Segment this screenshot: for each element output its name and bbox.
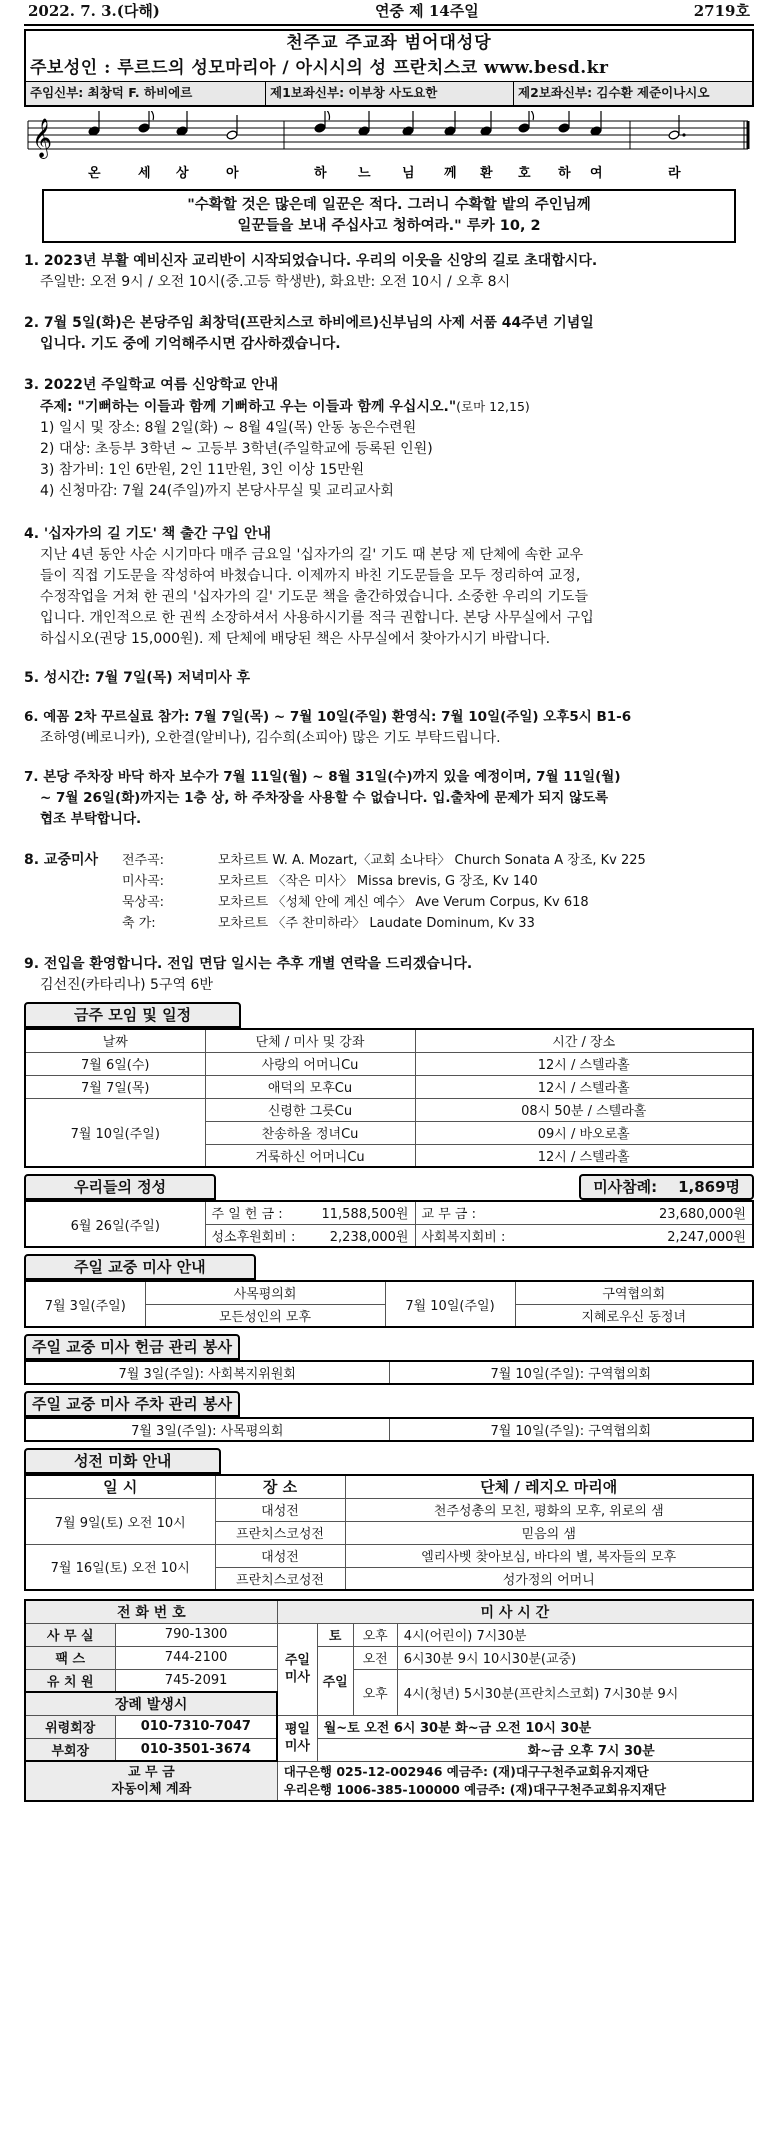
sunday-evening-mass: 4시(청년) 5시30분(프란치스코회) 7시30분 9시 <box>397 1669 753 1715</box>
notice-6 <box>24 707 754 749</box>
music-note <box>314 123 326 133</box>
contact-mass-table: 전 화 번 호 미 사 시 간 사 무 실 790-1300 주일 미사 토 오후 4시(어린이) 7시30분 팩 스 744-2100 주일 오전 6시30분 9시 10시30분(교중) 유 치 원 745-2091 오후 4시(청년) 5시30분(프란치스코회) 7시30분 9시 장례 발생시 위령회장 010-7310-7047 평일 미사 월~토 오전 6시 30분 화~금 오전 10시 30분 부회장 010-3501-3674 화~금 오후 7시 30분 교 무 금 자동이체 계좌 대구은행 025-12-002946 예금주: (재)대구구천주교회유지재단 우리은행 1006-385-100000 예금주: (재)대구구천주교회유지재단 <box>24 1599 754 1802</box>
parking-table <box>24 1417 754 1442</box>
attendance-box: 미사참례: 1,869명 <box>579 1174 754 1200</box>
notice-2 <box>24 313 754 355</box>
mass-times-header: 미 사 시 간 <box>277 1600 753 1623</box>
note-flag <box>325 111 330 120</box>
offering-table <box>24 1200 754 1248</box>
kindergarten-phone: 745-2091 <box>115 1669 277 1692</box>
notice-4-line-3: 수정작업을 거쳐 한 권의 '십자가의 길' 기도문 책을 출간하였습니다. 소중한 우리의 기도들 <box>40 589 588 605</box>
mass-music-prelude: 전주곡: 모차르트 W. A. Mozart,〈교회 소나타〉 Church Sonata A 장조, Kv 225 <box>122 853 646 868</box>
notice-6-title: 6. 예꼼 2차 꾸르실료 참가: 7월 7일(목) ~ 7월 10일(주일) 환영식: 7월 10일(주일) 오후5시 B1-6 <box>24 709 632 725</box>
table-row: 7월 9일(토) 오전 10시 대성전 천주성총의 모친, 평화의 모후, 위로의 샘 <box>25 1498 753 1521</box>
lyric-syllable: 세 <box>138 166 151 181</box>
parish-title: 천주교 주교좌 범어대성당 <box>286 33 492 53</box>
scripture-quote <box>42 189 736 243</box>
notice-4-line-2: 들이 직접 기도문을 작성하여 바쳤습니다. 이제까지 바친 기도문들을 모두 정리하여 교정, <box>40 568 581 584</box>
lyric-syllable: 하 <box>314 166 327 181</box>
funeral-header: 장례 발생시 <box>25 1692 277 1715</box>
tithe-amount: 23,680,000원 <box>515 1201 753 1224</box>
note-flag <box>529 111 534 120</box>
table-row: 성소후원회비 : 2,238,000원 사회복지회비 : 2,247,000원 <box>25 1224 753 1247</box>
table-row: 프란치스코성전 믿음의 샘 <box>25 1521 753 1544</box>
notice-9-title: 9. 전입을 환영합니다. 전입 면담 일시는 추후 개별 연락을 드리겠습니다. <box>24 956 473 972</box>
table-row: 7월 6일(수) 사랑의 어머니Cu 12시 / 스텔라홀 <box>25 1052 753 1075</box>
mass-guide-section <box>24 1254 754 1328</box>
pastor: 주임신부: 최창덕 F. 하비에르 <box>26 82 266 105</box>
notice-3-title: 3. 2022년 주일학교 여름 신앙학교 안내 <box>24 377 279 393</box>
lyric-syllable: 께 <box>444 166 457 181</box>
music-note <box>138 123 150 133</box>
notice-4-title: 4. '십자가의 길 기도' 책 출간 구입 안내 <box>24 526 272 542</box>
notice-2-title-2: 입니다. 기도 중에 기억해주시면 감사하겠습니다. <box>40 336 341 352</box>
notice-8 <box>24 850 754 934</box>
notice-5-title: 5. 성시간: 7월 7일(목) 저녁미사 후 <box>24 670 251 686</box>
welfare-fund: 2,247,000원 <box>515 1224 753 1247</box>
sunday-offering: 11,588,500원 <box>305 1201 415 1224</box>
masthead <box>24 29 754 107</box>
beautification-section <box>24 1448 754 1591</box>
notice-4-line-5: 하십시오(권당 15,000원). 제 단체에 배당된 책은 사무실에서 찾아가시기 바랍니다. <box>40 631 551 647</box>
notice-1-title: 1. 2023년 부활 예비신자 교리반이 시작되었습니다. 우리의 이웃을 신앙의 길로 초대합시다. <box>24 253 598 269</box>
notice-3 <box>24 375 754 502</box>
table-row: 거룩하신 어머니Cu 12시 / 스텔라홀 <box>25 1144 753 1167</box>
table-row: 프란치스코성전 성가정의 어머니 <box>25 1567 753 1590</box>
music-note <box>518 123 530 133</box>
note-flag <box>149 111 154 120</box>
notice-4-line-1: 지난 4년 동안 사순 시기마다 매주 금요일 '십자가의 길' 기도 때 본당 제 단체에 속한 교우 <box>40 547 584 563</box>
col-time: 시간 / 장소 <box>415 1029 753 1052</box>
offering-date: 6월 26일(주일) <box>25 1201 205 1247</box>
funeral-vice-phone: 010-3501-3674 <box>115 1738 277 1761</box>
assistant-priest-1: 제1보좌신부: 이부창 사도요한 <box>266 82 514 105</box>
funeral-chair-phone: 010-7310-7047 <box>115 1715 277 1738</box>
fee-account-label: 교 무 금 자동이체 계좌 <box>25 1761 277 1801</box>
lyric-syllable: 여 <box>590 166 603 181</box>
bank-account-1: 대구은행 025-12-002946 예금주: (재)대구구천주교회유지재단 <box>283 1763 649 1779</box>
sunday-morning-mass: 6시30분 9시 10시30분(교중) <box>397 1646 753 1669</box>
lyric-syllable: 온 <box>88 166 101 181</box>
table-row: 7월 3일(주일): 사목평의회 7월 10일(주일): 구역협의회 <box>25 1418 753 1441</box>
attendance-count: 1,869명 <box>678 1178 740 1196</box>
notice-3-line-2: 2) 대상: 초등부 3학년 ~ 고등부 3학년(주일학교에 등록된 인원) <box>40 441 433 457</box>
lyric-syllable: 상 <box>176 166 189 181</box>
mass-music-meditation: 묵상곡: 모차르트 〈성체 안에 계신 예수〉 Ave Verum Corpus, Kv 618 <box>122 895 589 910</box>
mass-music-list <box>122 850 646 934</box>
notice-7 <box>24 767 754 830</box>
weekly-schedule-section <box>24 1002 754 1168</box>
music-staff <box>24 111 754 185</box>
lyric-syllable: 느 <box>358 166 371 181</box>
top-line <box>24 0 754 26</box>
note-dot <box>682 133 685 136</box>
table-row: 모든성인의 모후 지혜로우신 동정녀 <box>25 1304 753 1327</box>
table-row: 6월 26일(주일) 주 일 헌 금 : 11,588,500원 교 무 금 : 23,680,000원 <box>25 1201 753 1224</box>
office-phone: 790-1300 <box>115 1623 277 1646</box>
mass-guide-label: 주일 교중 미사 안내 <box>24 1254 256 1280</box>
notice-9-body: 김선진(카타리나) 5구역 6반 <box>40 977 213 993</box>
bank-accounts <box>277 1761 753 1801</box>
clergy-line <box>26 81 752 105</box>
beautification-table: 일 시 장 소 단체 / 레지오 마리애 7월 9일(토) 오전 10시 대성전 천주성총의 모친, 평화의 모후, 위로의 샘 프란치스코성전 믿음의 샘 7월 16일(토) 오전 10시 대성전 엘리사벳 찾아보심, 바다의 별, 복자들의 모후 프란치스코성전 성가정의 어머니 <box>24 1474 754 1591</box>
staff-notation <box>24 111 754 185</box>
notice-3-theme: 주제: "기뻐하는 이들과 함께 기뻐하고 우는 이들과 함께 우십시오."(로마 12,15) <box>40 399 530 415</box>
music-note <box>558 123 570 133</box>
col-group: 단체 / 미사 및 강좌 <box>205 1029 415 1052</box>
table-row: 7월 16일(토) 오전 10시 대성전 엘리사벳 찾아보심, 바다의 별, 복자들의 모후 <box>25 1544 753 1567</box>
weekly-schedule-label: 금주 모임 및 일정 <box>24 1002 241 1028</box>
quote-line-2: 일꾼들을 보내 주십사고 청하여라." 루카 10, 2 <box>237 218 541 234</box>
mass-guide-table <box>24 1280 754 1328</box>
patron-line: 주보성인 : 루르드의 성모마리아 / 아시시의 성 프란치스코 www.besd.kr <box>30 58 609 78</box>
quote-line-1: "수확할 것은 많은데 일꾼은 적다. 그러니 수확할 밭의 주인님께 <box>187 197 591 213</box>
table-row: 7월 3일(주일) 사목평의회 7월 10일(주일) 구역협의회 <box>25 1281 753 1304</box>
mass-music-hymn: 축 가: 모차르트 〈주 찬미하라〉 Laudate Dominum, Kv 33 <box>122 916 535 931</box>
lyric-syllable: 님 <box>402 166 415 181</box>
treble-clef-icon: 𝄞 <box>32 118 53 158</box>
table-row: 찬송하올 정녀Cu 09시 / 바오로홀 <box>25 1121 753 1144</box>
table-row: 7월 10일(주일) 신령한 그릇Cu 08시 50분 / 스텔라홀 <box>25 1098 753 1121</box>
offering-section <box>24 1174 754 1248</box>
lyric-syllable: 환 <box>480 166 493 181</box>
notice-2-title: 2. 7월 5일(화)은 본당주임 최창덕(프란치스코 하비에르)신부님의 사제 서품 44주년 기념일 <box>24 315 594 331</box>
notice-4 <box>24 524 754 650</box>
saturday-mass: 4시(어린이) 7시30분 <box>397 1623 753 1646</box>
collection-section <box>24 1334 754 1385</box>
notice-5 <box>24 668 754 689</box>
col-date: 날짜 <box>25 1029 205 1052</box>
offering-label: 우리들의 정성 <box>24 1174 216 1200</box>
notice-6-body: 조하영(베로니카), 오한결(알비나), 김수희(소피아) 많은 기도 부탁드립니다. <box>40 730 501 746</box>
parking-section <box>24 1391 754 1442</box>
notice-1 <box>24 251 754 293</box>
notice-4-line-4: 입니다. 개인적으로 한 권씩 소장하셔서 사용하시기를 적극 권합니다. 본당 사무실에서 구입 <box>40 610 594 626</box>
bank-account-2: 우리은행 1006-385-100000 예금주: (재)대구구천주교회유지재단 <box>283 1781 667 1797</box>
notice-1-body: 주일반: 오전 9시 / 오전 10시(중.고등 학생반), 화요반: 오전 10시 / 오후 8시 <box>40 274 511 290</box>
weekly-schedule-table <box>24 1028 754 1168</box>
music-note <box>226 130 238 140</box>
lyric-syllable: 하 <box>558 166 571 181</box>
notice-7-line-2: ~ 7월 26일(화)까지는 1층 상, 하 주차장을 사용할 수 없습니다. 입.출차에 문제가 되지 않도록 <box>40 790 609 806</box>
liturgical-season: 연중 제 14주일 <box>374 2 479 20</box>
lyric-syllable: 라 <box>668 166 681 181</box>
issue-number: 2719호 <box>693 2 750 20</box>
collection-label: 주일 교중 미사 헌금 관리 봉사 <box>24 1334 240 1360</box>
fax-number: 744-2100 <box>115 1646 277 1669</box>
music-note <box>668 130 680 140</box>
notice-7-line-1: 7. 본당 주차장 바닥 하자 보수가 7월 11일(월) ~ 8월 31일(수)까지 있을 예정이며, 7월 11일(월) <box>24 769 621 785</box>
issue-date: 2022. 7. 3.(다해) <box>28 2 160 20</box>
weekday-mass-1: 월~토 오전 6시 30분 화~금 오전 10시 30분 <box>317 1715 753 1738</box>
phone-header: 전 화 번 호 <box>25 1600 277 1623</box>
beautification-label: 성전 미화 안내 <box>24 1448 221 1474</box>
assistant-priest-2: 제2보좌신부: 김수환 제준이나시오 <box>514 82 752 105</box>
lyric-syllable: 아 <box>226 166 239 181</box>
weekday-mass-2: 화~금 오후 7시 30분 <box>317 1738 753 1761</box>
notice-9 <box>24 954 754 996</box>
notice-3-line-3: 3) 참가비: 1인 6만원, 2인 11만원, 3인 이상 15만원 <box>40 462 365 478</box>
collection-table <box>24 1360 754 1385</box>
mass-music-mass: 미사곡: 모차르트 〈작은 미사〉 Missa brevis, G 장조, Kv 140 <box>122 874 538 889</box>
notice-8-title: 8. 교중미사 <box>24 852 99 868</box>
notice-3-line-4: 4) 신청마감: 7월 24(주일)까지 본당사무실 및 교리교사회 <box>40 483 394 499</box>
notices <box>24 251 754 996</box>
table-row: 7월 7일(목) 애덕의 모후Cu 12시 / 스텔라홀 <box>25 1075 753 1098</box>
notice-7-line-3: 협조 부탁합니다. <box>40 811 142 827</box>
parking-label: 주일 교중 미사 주차 관리 봉사 <box>24 1391 240 1417</box>
vocation-fund: 2,238,000원 <box>305 1224 415 1247</box>
lyric-syllable: 호 <box>518 166 531 181</box>
table-row: 7월 3일(주일): 사회복지위원회 7월 10일(주일): 구역협의회 <box>25 1361 753 1384</box>
notice-3-line-1: 1) 일시 및 장소: 8월 2일(화) ~ 8월 4일(목) 안동 농은수련원 <box>40 420 417 436</box>
